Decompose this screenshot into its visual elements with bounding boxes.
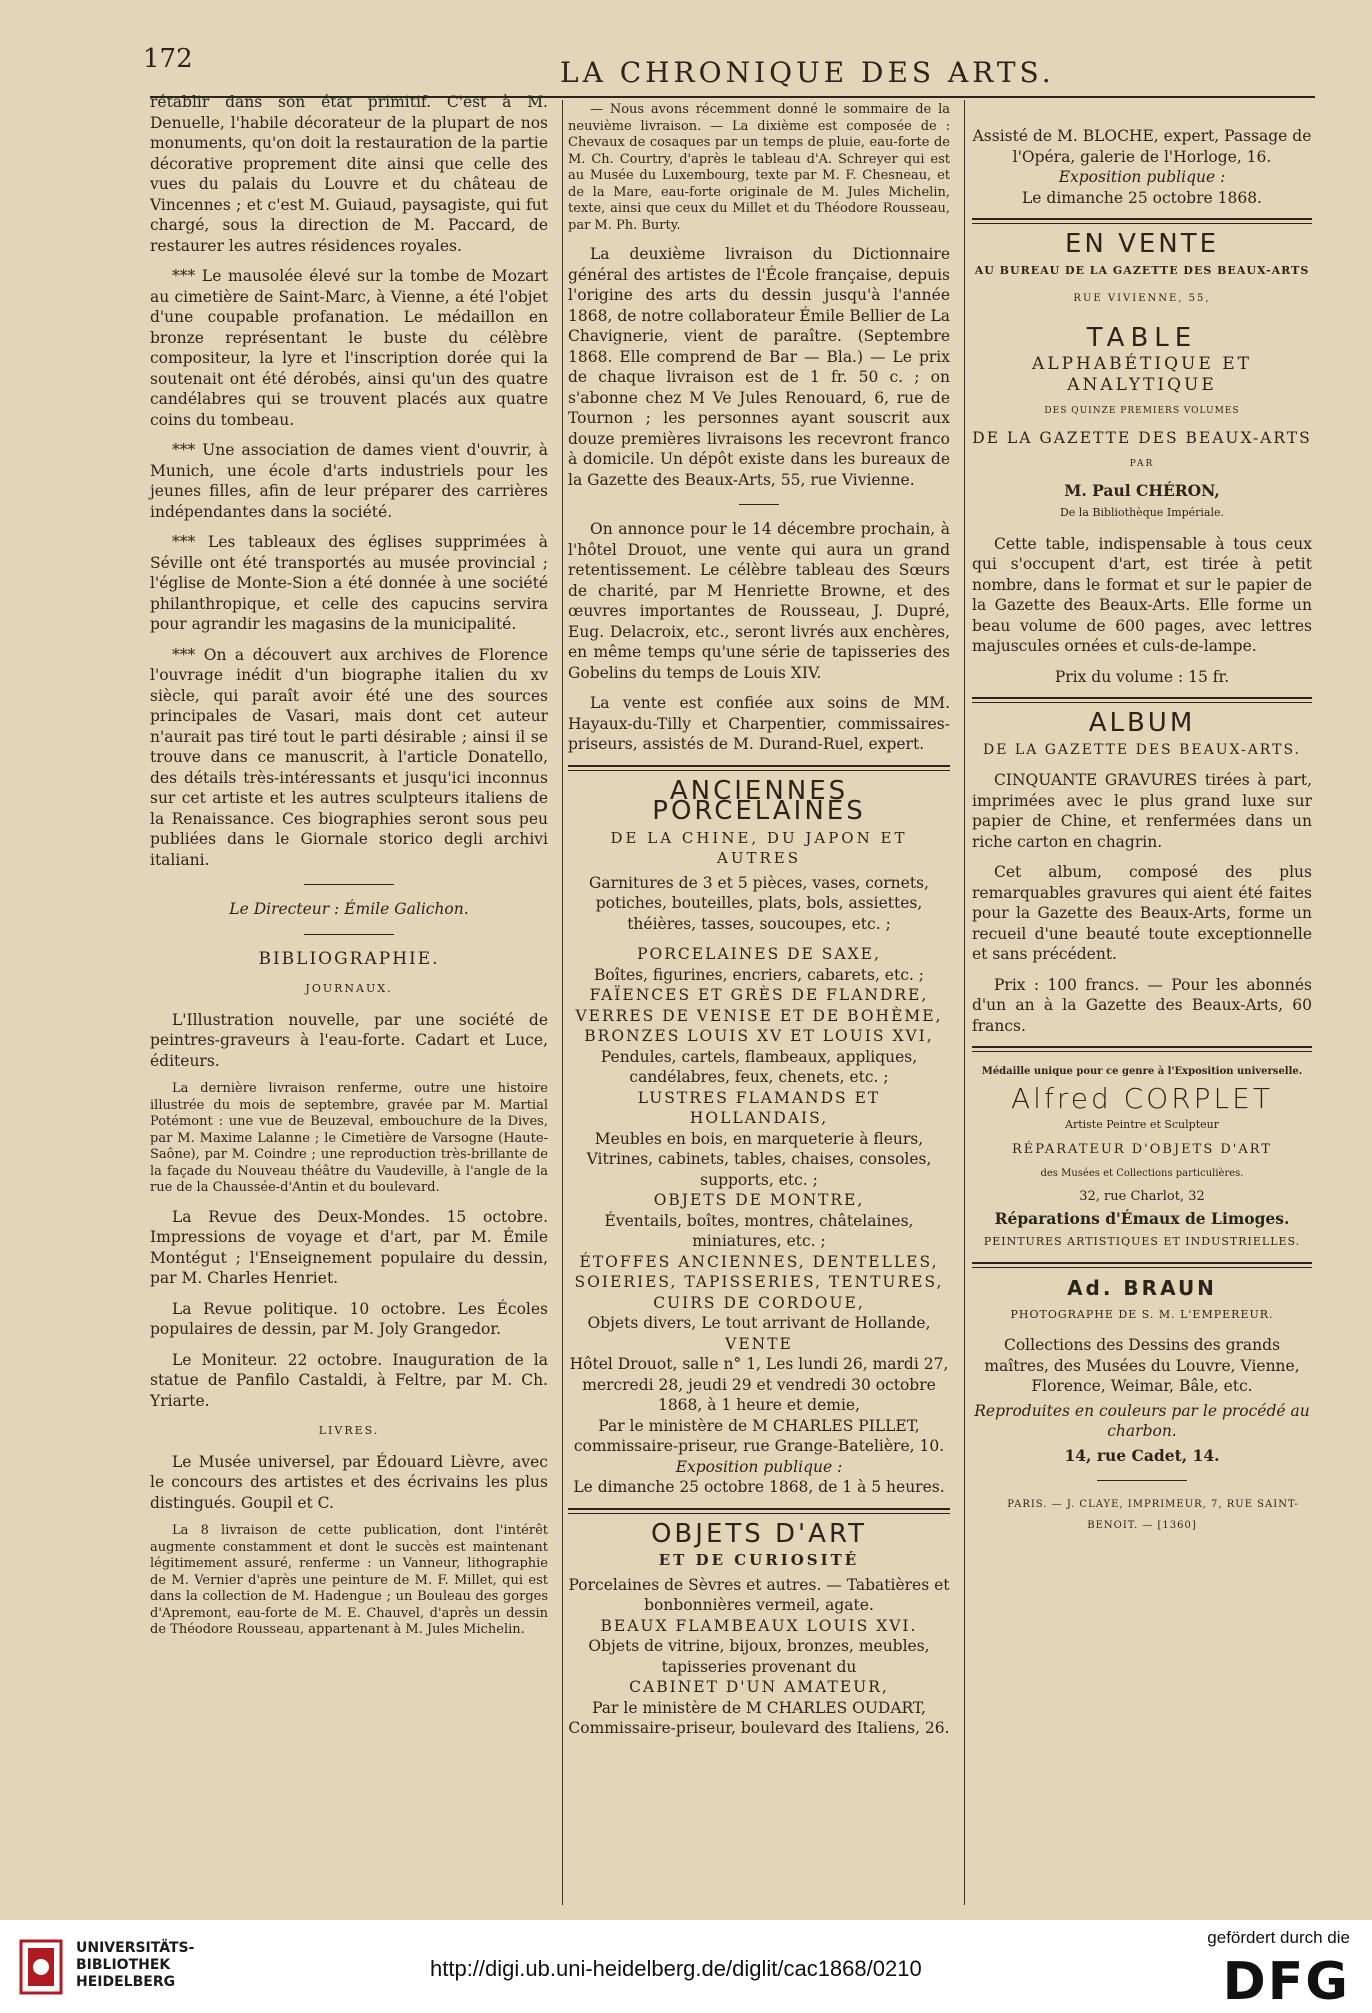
double-rule <box>972 218 1312 224</box>
news-item: La deuxième livraison du Dictionnaire général des artistes de l'École française, depuis l'origine des arts du dessin jusqu'à l'année 1868, de notre collaborateur Émile Bellier de La Chavignerie, vient de paraître. (Septembre 1868. Elle comprend de Bar — Bla.) — Le prix de chaque livraison est de 1 fr. 50 c. ; on s'abonne chez M Ve Jules Renouard, 6, rue de Tournon ; les personnes ayant souscrit aux douze premières livraisons les recevront franco à domicile. Un dépôt existe dans les bureaux de la Gazette des Beaux-Arts, 55, rue Vivienne. <box>568 245 950 489</box>
separator <box>304 884 394 885</box>
ad-line: Reproduites en couleurs par le procédé au charbon. <box>974 1401 1310 1440</box>
double-rule <box>972 1046 1312 1052</box>
column-2 <box>568 102 950 1739</box>
subsection-title: JOURNAUX. <box>305 982 393 995</box>
ad-line: Pendules, cartels, flambeaux, appliques, candélabres, feux, chenets, etc. ; <box>600 1047 918 1086</box>
ad-paragraph: Cette table, indispensable à tous ceux qui s'occupent d'art, est tirée à petit nombre, dans le format et sur le papier de la Gazette des Beaux-Arts. Elle forme un beau volume de 600 pages, avec lettres majuscules ornées et culs-de-lampe. <box>972 534 1312 655</box>
ad-line: Par le ministère de M CHARLES OUDART, Commissaire-priseur, boulevard des Italiens, 26. <box>568 1698 950 1737</box>
ad-line: Médaille unique pour ce genre à l'Exposition universelle. <box>981 1066 1303 1077</box>
ad-paragraph: CINQUANTE GRAVURES tirées à part, imprimées avec le plus grand luxe sur papier de Chine, et renfermées dans un riche carton en chagrin. <box>972 771 1312 851</box>
ad-line: Le dimanche 25 octobre 1868, de 1 à 5 heures. <box>573 1478 945 1496</box>
news-item: On annonce pour le 14 décembre prochain, à l'hôtel Drouot, une vente qui aura un grand retentissement. Le célèbre tableau des Sœurs de charité, par M Henriette Browne, et des œuvres importantes de Rousseau, J. Dupré, Eug. Delacroix, etc., seront livrés aux enchères, en même temps qu'une série de tapisseries des Gobelins du temps de Louis XIV. <box>568 520 950 682</box>
ad-line: Le dimanche 25 octobre 1868. <box>1022 188 1262 207</box>
news-item: La vente est confiée aux soins de MM. Hayaux-du-Tilly et Charpentier, commissaires-priseurs, assistés de M. Durand-Ruel, expert. <box>568 694 950 753</box>
ad-line: LUSTRES FLAMANDS ET HOLLANDAIS, <box>637 1088 881 1127</box>
ad-line: PORCELAINES DE SAXE, <box>637 945 881 963</box>
page-number: 172 <box>143 44 193 74</box>
ad-title: ANCIENNES PORCELAINES <box>652 775 866 826</box>
printer-imprint: PARIS. — J. CLAYE, IMPRIMEUR, 7, RUE SAINT-BENOIT. — [1360] <box>1007 1499 1299 1531</box>
news-item: *** Une association de dames vient d'ouvrir, à Munich, une école d'arts industriels pour les jeunes filles, afin de leur préparer des carrières indépendantes dans la société. <box>150 441 548 521</box>
ad-subtitle: ET DE CURIOSITÉ <box>658 1551 860 1569</box>
separator <box>1097 1480 1187 1481</box>
ad-line: CABINET D'UN AMATEUR, <box>629 1678 889 1696</box>
university-seal-icon <box>18 1938 64 1996</box>
ad-line: ÉTOFFES ANCIENNES, DENTELLES, SOIERIES, TAPISSERIES, TENTURES, CUIRS DE CORDOUE, <box>574 1252 944 1312</box>
article-paragraph: rétablir dans son état primitif. C'est à M. Denuelle, l'habile décorateur de la plupart de nos monuments, qu'on doit la restauration de la partie décorative proprement dite ainsi que celle des vues du palais du Louvre et du château de Vincennes ; et c'est M. Guiaud, paysagiste, qui fut chargé, sous la direction de M. Paccard, de restaurer les autres résidences royales. <box>150 93 548 255</box>
ad-line: Boîtes, figurines, encriers, cabarets, etc. ; <box>594 965 924 984</box>
ad-line: Exposition publique : <box>1058 168 1226 186</box>
ad-price: Prix du volume : 15 fr. <box>1054 667 1230 686</box>
column-divider-2 <box>964 100 965 1905</box>
ad-title: EN VENTE <box>1064 229 1220 259</box>
library-name-line: UNIVERSITÄTS- <box>76 1940 195 1956</box>
bibliography-entry: L'Illustration nouvelle, par une société de peintres-graveurs à l'eau-forte. Cadart et Luce, éditeurs. <box>150 1010 548 1070</box>
ad-title: Ad. BRAUN <box>1067 1276 1217 1300</box>
dfg-logo: DFG <box>1222 1952 1350 2012</box>
director-signature: Le Directeur : Émile Galichon. <box>229 900 469 918</box>
bibliography-note: La dernière livraison renferme, outre une histoire illustrée du mois de septembre, gravée par M. Martial Potémont : une vue de Beuzeval, embouchure de la Dives, par M. Maxime Lalanne ; le Cimetière de Varsogne (Haute-Saône), par M. Coindre ; une reproduction très-brillante de la façade du Nouveau théâtre du Vaudeville, à l'angle de la rue de la Chaussée-d'Antin et du boulevard. <box>150 1081 548 1195</box>
ad-subtitle: ALPHABÉTIQUE ET ANALYTIQUE <box>1032 354 1252 395</box>
column-divider-1 <box>562 100 563 1905</box>
ad-title: ALBUM <box>1088 708 1196 738</box>
ad-line: BEAUX FLAMBEAUX LOUIS XVI. <box>600 1616 918 1635</box>
column-1 <box>150 92 548 1649</box>
ad-title: OBJETS D'ART <box>650 1518 868 1549</box>
ad-line: OBJETS DE MONTRE, <box>653 1191 865 1209</box>
author-affiliation: De la Bibliothèque Impériale. <box>1059 506 1225 519</box>
separator <box>739 504 779 505</box>
ad-subtitle: PHOTOGRAPHE DE S. M. L'EMPEREUR. <box>1010 1307 1274 1321</box>
ad-paragraph: Cet album, composé des plus remarquables gravures qui aient été faites pour la Gazette des Beaux-Arts, forme un recueil d'une beauté toute exceptionnelle et sans précédent. <box>972 863 1312 963</box>
library-name-line: BIBLIOTHEK <box>76 1957 171 1973</box>
ad-address: 14, rue Cadet, 14. <box>1064 1445 1220 1465</box>
ad-address: RUE VIVIENNE, 55, <box>1073 293 1211 304</box>
bibliography-entry: Le Musée universel, par Édouard Lièvre, avec le concours des artistes et des écrivains les plus distingués. Goupil et C. <box>150 1452 548 1512</box>
subsection-title: LIVRES. <box>318 1424 380 1437</box>
ad-line: Objets divers, Le tout arrivant de Hollande, <box>587 1314 931 1332</box>
library-name <box>76 1940 194 1991</box>
ad-line: RÉPARATEUR D'OBJETS D'ART <box>1012 1141 1272 1157</box>
ad-subtitle: AU BUREAU DE LA GAZETTE DES BEAUX-ARTS <box>974 263 1310 277</box>
news-item: *** Les tableaux des églises supprimées à Séville ont été transportés au musée provincial ; l'église de Monte-Sion a été donnée à une société philanthropique, et celle des capucins servira pour agrandir les magasins de la municipalité. <box>150 533 548 633</box>
double-rule <box>972 1262 1312 1268</box>
ad-line: Porcelaines de Sèvres et autres. — Tabatières et bonbonnières vermeil, agate. <box>568 1575 950 1614</box>
ad-line: DE LA GAZETTE DES BEAUX-ARTS <box>972 428 1312 447</box>
ad-line: Exposition publique : <box>675 1457 843 1476</box>
permalink-url[interactable]: http://digi.ub.uni-heidelberg.de/diglit/cac1868/0210 <box>430 1956 922 1981</box>
ad-paragraph: Prix : 100 francs. — Pour les abonnés d'un an à la Gazette des Beaux-Arts, 60 francs. <box>972 975 1312 1035</box>
double-rule <box>568 1508 950 1514</box>
news-item: *** On a découvert aux archives de Florence l'ouvrage inédit d'un biographe italien du xv siècle, qui paraît avoir été une des sources principales de Vasari, mais dont cet auteur n'aurait pas tiré tout le parti désirable ; ainsi il se trouve dans ce manuscrit, à l'article Donatello, des détails très-intéressants et jusqu'ici inconnus sur cet artiste et les autres sculpteurs italiens de la Renaissance. Ces biographies seront sous peu publiées dans le Giornale storico degli archivi italiani. <box>150 645 548 869</box>
ad-line: DES QUINZE PREMIERS VOLUMES <box>1044 406 1240 416</box>
ad-line: Par le ministère de M CHARLES PILLET, commissaire-priseur, rue Grange-Batelière, 10. <box>573 1416 945 1455</box>
funding-note: gefördert durch die <box>1207 1928 1350 1947</box>
ad-line: Collections des Dessins des grands maîtres, des Musées du Louvre, Vienne, Florence, Weimar, Bâle, etc. <box>984 1336 1300 1395</box>
ad-subtitle: DE LA GAZETTE DES BEAUX-ARTS. <box>983 741 1301 758</box>
double-rule <box>568 765 950 771</box>
bibliography-entry: La Revue politique. 10 octobre. Les Écoles populaires de dessin, par M. Joly Grangedor. <box>150 1299 548 1338</box>
digitization-footer <box>0 1920 1372 2013</box>
ad-title: TABLE <box>1086 322 1198 353</box>
bibliography-entry: La Revue des Deux-Mondes. 15 octobre. Impressions de voyage et d'art, par M. Émile Montégut ; l'Enseignement populaire du dessin, par M. Charles Henriet. <box>150 1207 548 1287</box>
ad-address: 32, rue Charlot, 32 <box>1079 1188 1205 1204</box>
ad-line: des Musées et Collections particulières. <box>1040 1168 1244 1179</box>
ad-line: Artiste Peintre et Sculpteur <box>1065 1118 1219 1131</box>
bibliography-entry: Le Moniteur. 22 octobre. Inauguration de la statue de Panfilo Castaldi, à Feltre, par M. Ch. Yriarte. <box>150 1350 548 1410</box>
ad-line: FAÏENCES ET GRÈS DE FLANDRE, VERRES DE VENISE ET DE BOHÈME, BRONZES LOUIS XV ET LOUIS XVI, <box>575 986 943 1045</box>
section-title: BIBLIOGRAPHIE. <box>258 948 440 969</box>
ad-title: Alfred CORPLET <box>1011 1081 1273 1115</box>
news-item: — Nous avons récemment donné le sommaire de la neuvième livraison. — La dixième est composée de : Chevaux de cosaques par un temps de pluie, eau-forte de M. Ch. Courtry, d'après le tableau d'A. Schreyer qui est au Musée du Luxembourg, texte par M. F. Chesneau, et de la Mare, eau-forte originale de M. Jules Michelin, texte, ainsi que ceux du Millet et du Théodore Rousseau, par M. Ph. Burty. <box>568 102 950 233</box>
ad-line: Réparations d'Émaux de Limoges. <box>994 1209 1290 1228</box>
news-item: *** Le mausolée élevé sur la tombe de Mozart au cimetière de Saint-Marc, à Vienne, a été l'objet d'une coupable profanation. Le médaillon en bronze représentant le buste du célèbre compositeur, la lyre et l'inscription dorée qui la soutenait ont été dérobés, ainsi qu'un des quatre candélabres qui se trouvent placés aux quatre coins du tombeau. <box>150 267 548 429</box>
ad-line: Assisté de M. BLOCHE, expert, Passage de l'Opéra, galerie de l'Horloge, 16. <box>972 127 1312 166</box>
double-rule <box>972 697 1312 703</box>
ad-line: Objets de vitrine, bijoux, bronzes, meubles, tapisseries provenant du <box>588 1637 930 1676</box>
ad-line: Meubles en bois, en marqueterie à fleurs, Vitrines, cabinets, tables, chaises, consoles, supports, etc. ; <box>586 1129 932 1189</box>
bibliography-note: La 8 livraison de cette publication, dont l'intérêt augmente constamment et dont le succès est maintenant légitimement assuré, renferme : un Vanneur, lithographie de M. Vernier d'après une peinture de M. F. Millet, qui est dans la collection de M. Hadengue ; un Bouleau des gorges d'Apremont, eau-forte de M. E. Chauvel, d'après un dessin de Théodore Rousseau, appartenant à M. Jules Michelin. <box>150 1523 548 1637</box>
ad-line: PAR <box>1129 459 1155 469</box>
ad-line: Hôtel Drouot, salle n° 1, Les lundi 26, mardi 27, mercredi 28, jeudi 29 et vendredi 30 octobre 1868, à 1 heure et demie, <box>569 1355 949 1414</box>
running-head: LA CHRONIQUE DES ARTS. <box>560 56 1055 89</box>
ad-subtitle: DE LA CHINE, DU JAPON ET AUTRES <box>610 828 908 867</box>
library-name-line: HEIDELBERG <box>76 1974 176 1990</box>
ad-line: Éventails, boîtes, montres, châtelaines, miniatures, etc. ; <box>604 1211 914 1250</box>
ad-line: VENTE <box>725 1334 793 1353</box>
separator <box>304 934 394 935</box>
column-3 <box>972 126 1312 1546</box>
ad-line: Garnitures de 3 et 5 pièces, vases, cornets, potiches, bouteilles, plats, bols, assiettes, théières, tasses, soucoupes, etc. ; <box>589 873 929 933</box>
ad-line: PEINTURES ARTISTIQUES ET INDUSTRIELLES. <box>983 1234 1301 1248</box>
author-name: M. Paul CHÉRON, <box>1064 480 1220 500</box>
